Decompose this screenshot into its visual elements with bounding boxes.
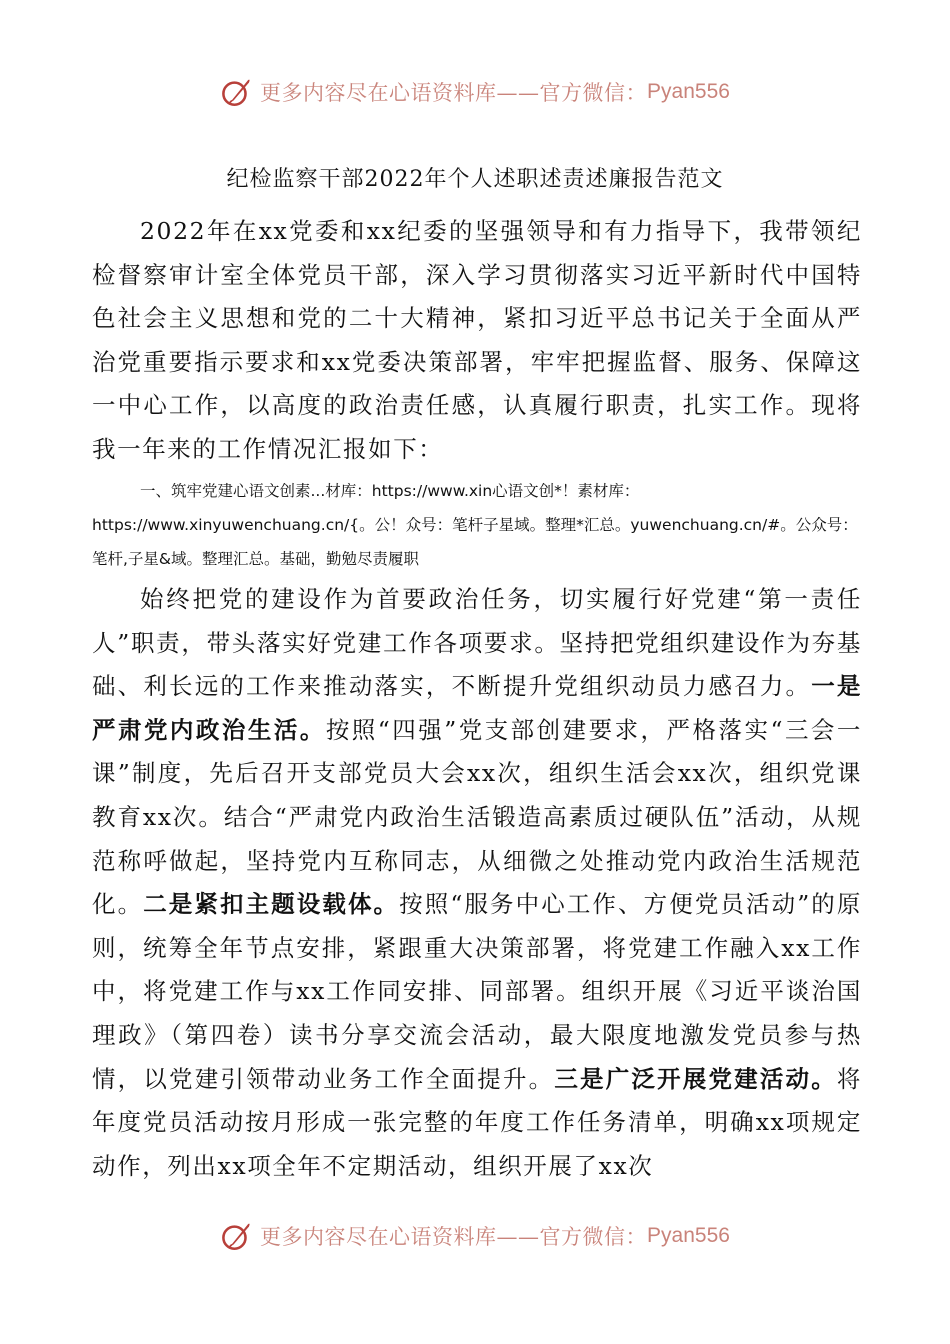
body-text-3: 按照“服务中心工作、方便党员活动”的原则，统筹全年节点安排，紧跟重大决策部署，将党建工作融入xx工作中，将党建工作与xx工作同安排、同部署。组织开展《习近平谈治国理政》（第四卷）读书分享交流会活动，最大限度地激发党员参与热情，以党建引领带动业务工作全面提升。 (92, 890, 862, 1093)
bold-subhead-1: 一是严肃党内政治生活。 (92, 672, 862, 744)
feather-pen-logo-icon (220, 75, 254, 109)
watermark-text: 更多内容尽在心语资料库——官方微信： (260, 81, 648, 105)
intro-paragraph: 2022年在xx党委和xx纪委的坚强领导和有力指导下，我带领纪检督察审计室全体党员干部，深入学习贯彻落实习近平新时代中国特色社会主义思想和党的二十大精神，紧扣习近平总书记关于全面从严治党重要指示要求和xx党委决策部署，牢牢把握监督、服务、保障这一中心工作，以高度的政治责任感，认真履行职责，扎实工作。现将我一年来的工作情况汇报如下： (92, 217, 862, 463)
watermark-wechat-id: Pyan556 (647, 80, 730, 103)
section-1-body (92, 578, 862, 1188)
section-1-heading: 一、筑牢党建心语文创素...材库：https://www.xin心语文创*！素材库：https://www.xinyuwenchuang.cn/{。公！众号：笔杆子星域。整理*汇总。yuwenchuang.cn/#。公众号：笔杆,子星&域。整理汇总。基础，勤勉尽责履职 (92, 482, 858, 568)
watermark-wechat-id: Pyan556 (647, 1224, 730, 1247)
body-text-4: 将年度党员活动按月形成一张完整的年度工作任务清单，明确xx项规定动作，列出xx项全年不定期活动，组织开展了xx次 (92, 1064, 862, 1180)
bold-subhead-2: 二是紧扣主题设载体。 (143, 890, 400, 919)
bold-subhead-3: 三是广泛开展党建活动。 (554, 1064, 837, 1093)
body-text-2: 按照“四强”党支部创建要求，严格落实“三会一课”制度，先后召开支部党员大会xx次，组织生活会xx次，组织党课教育xx次。结合“严肃党内政治生活锻造高素质过硬队伍”活动，从规范称呼做起，坚持党内互称同志，从细微之处推动党内政治生活规范化。 (92, 715, 862, 919)
watermark-text: 更多内容尽在心语资料库——官方微信： (260, 1225, 648, 1249)
feather-pen-logo-icon (220, 1219, 254, 1253)
top-watermark (0, 72, 950, 112)
document-title: 纪检监察干部2022年个人述职述责述廉报告范文 (226, 167, 724, 192)
body-text-1: 始终把党的建设作为首要政治任务，切实履行好党建“第一责任人”职责，带头落实好党建工作各项要求。坚持把党组织建设作为夯基础、利长远的工作来推动落实，不断提升党组织动员力感召力。 (92, 585, 862, 701)
bottom-watermark (0, 1216, 950, 1256)
